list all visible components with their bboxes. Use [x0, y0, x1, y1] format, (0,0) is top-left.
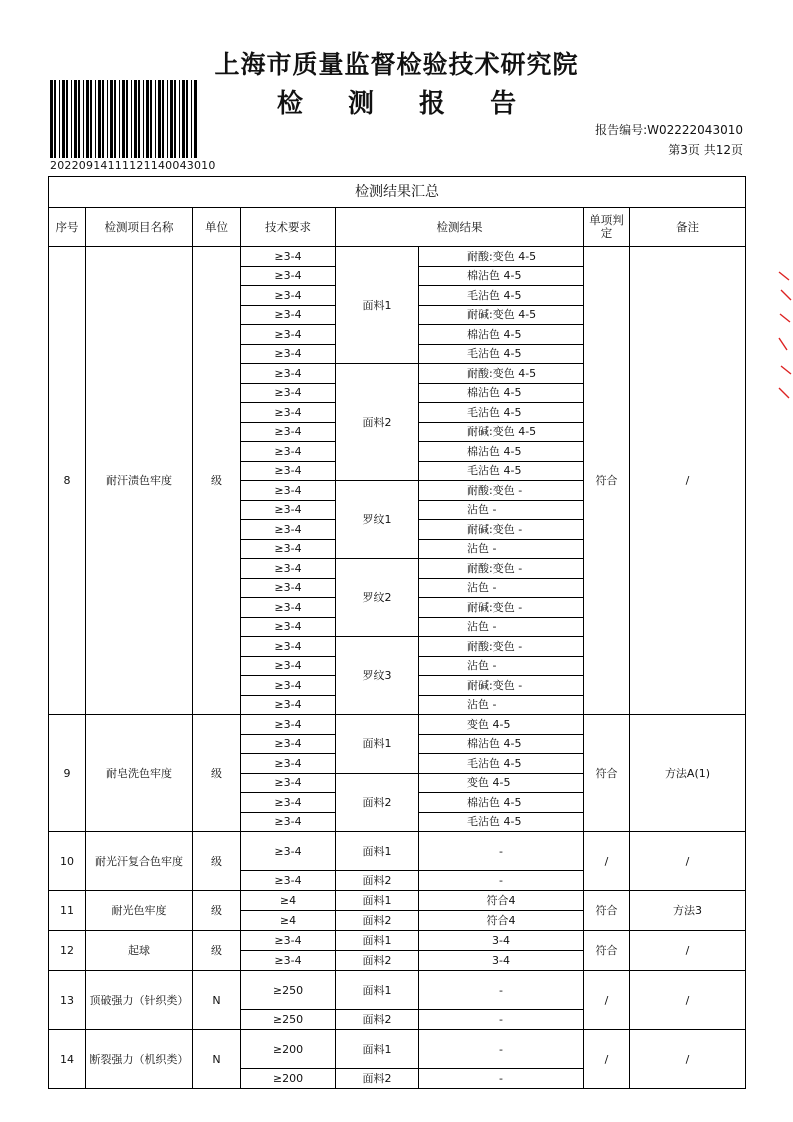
- result-cell: 耐碱:变色 4-5: [419, 305, 584, 325]
- result-cell: -: [419, 832, 584, 871]
- table-row: [49, 832, 746, 871]
- requirement-cell: ≥3-4: [241, 715, 336, 735]
- result-cell: 耐碱:变色 -: [419, 520, 584, 540]
- item-name: 顶破强力（针织类）: [86, 971, 193, 1030]
- result-cell: -: [419, 1010, 584, 1030]
- item-name: 耐皂洗色牢度: [86, 715, 193, 832]
- result-cell: 沾色 -: [419, 500, 584, 520]
- result-cell: 耐酸:变色 -: [419, 481, 584, 501]
- page-number: 第3页 共12页: [668, 143, 743, 157]
- requirement-cell: ≥3-4: [241, 266, 336, 286]
- remark-cell: /: [630, 931, 746, 971]
- item-unit: 级: [193, 891, 241, 931]
- result-cell: 3-4: [419, 931, 584, 951]
- requirement-cell: ≥3-4: [241, 539, 336, 559]
- item-no: 9: [49, 715, 86, 832]
- result-cell: 耐碱:变色 4-5: [419, 422, 584, 442]
- requirement-cell: ≥3-4: [241, 617, 336, 637]
- barcode-number: 20220914111121140043010: [50, 159, 216, 172]
- seal-stamp-edge: [775, 270, 793, 400]
- sample-name: 面料2: [336, 871, 419, 891]
- result-cell: 沾色 -: [419, 539, 584, 559]
- requirement-cell: ≥3-4: [241, 773, 336, 793]
- item-unit: 级: [193, 931, 241, 971]
- item-unit: 级: [193, 832, 241, 891]
- result-cell: 耐酸:变色 -: [419, 559, 584, 579]
- result-cell: -: [419, 971, 584, 1010]
- requirement-cell: ≥3-4: [241, 383, 336, 403]
- col-header-item: 检测项目名称: [86, 208, 193, 247]
- judgement-cell: 符合: [584, 247, 630, 715]
- result-cell: 3-4: [419, 951, 584, 971]
- result-cell: 变色 4-5: [419, 715, 584, 735]
- judgement-cell: /: [584, 971, 630, 1030]
- item-no: 12: [49, 931, 86, 971]
- requirement-cell: ≥3-4: [241, 637, 336, 657]
- sample-name: 面料2: [336, 364, 419, 481]
- remark-cell: /: [630, 247, 746, 715]
- table-row: [49, 715, 746, 735]
- result-cell: -: [419, 1069, 584, 1089]
- requirement-cell: ≥3-4: [241, 442, 336, 462]
- table-caption: 检测结果汇总: [49, 177, 746, 208]
- item-unit: N: [193, 1030, 241, 1089]
- requirement-cell: ≥3-4: [241, 951, 336, 971]
- sample-name: 面料1: [336, 931, 419, 951]
- sample-name: 面料2: [336, 773, 419, 832]
- result-cell: 符合4: [419, 911, 584, 931]
- header-row: [49, 208, 746, 247]
- item-unit: 级: [193, 715, 241, 832]
- requirement-cell: ≥3-4: [241, 286, 336, 306]
- sample-name: 面料2: [336, 951, 419, 971]
- col-header-result: 检测结果: [336, 208, 584, 247]
- sample-name: 面料1: [336, 1030, 419, 1069]
- item-name: 耐汗渍色牢度: [86, 247, 193, 715]
- table-row: [49, 1030, 746, 1069]
- sample-name: 罗纹3: [336, 637, 419, 715]
- requirement-cell: ≥3-4: [241, 325, 336, 345]
- result-cell: 耐碱:变色 -: [419, 598, 584, 618]
- remark-cell: /: [630, 832, 746, 891]
- item-no: 13: [49, 971, 86, 1030]
- requirement-cell: ≥3-4: [241, 793, 336, 813]
- requirement-cell: ≥3-4: [241, 832, 336, 871]
- requirement-cell: ≥3-4: [241, 247, 336, 267]
- judgement-cell: /: [584, 1030, 630, 1089]
- item-no: 11: [49, 891, 86, 931]
- sample-name: 面料1: [336, 715, 419, 774]
- sample-name: 面料1: [336, 971, 419, 1010]
- item-name: 耐光汗复合色牢度: [86, 832, 193, 891]
- requirement-cell: ≥3-4: [241, 578, 336, 598]
- requirement-cell: ≥3-4: [241, 734, 336, 754]
- result-cell: 毛沾色 4-5: [419, 812, 584, 832]
- requirement-cell: ≥3-4: [241, 344, 336, 364]
- requirement-cell: ≥3-4: [241, 520, 336, 540]
- requirement-cell: ≥250: [241, 1010, 336, 1030]
- result-cell: 棉沾色 4-5: [419, 383, 584, 403]
- result-cell: 毛沾色 4-5: [419, 344, 584, 364]
- item-no: 10: [49, 832, 86, 891]
- org-title: 上海市质量监督检验技术研究院: [214, 50, 579, 79]
- remark-cell: /: [630, 971, 746, 1030]
- judgement-cell: 符合: [584, 891, 630, 931]
- sample-name: 面料2: [336, 1069, 419, 1089]
- barcode-image: [50, 80, 200, 158]
- result-cell: 棉沾色 4-5: [419, 442, 584, 462]
- results-table: [48, 176, 746, 1089]
- requirement-cell: ≥250: [241, 971, 336, 1010]
- table-row: [49, 891, 746, 911]
- sample-name: 面料1: [336, 832, 419, 871]
- result-cell: -: [419, 1030, 584, 1069]
- remark-cell: 方法A(1): [630, 715, 746, 832]
- item-unit: N: [193, 971, 241, 1030]
- result-cell: 耐酸:变色 4-5: [419, 364, 584, 384]
- result-cell: 符合4: [419, 891, 584, 911]
- requirement-cell: ≥3-4: [241, 598, 336, 618]
- requirement-cell: ≥3-4: [241, 676, 336, 696]
- requirement-cell: ≥3-4: [241, 481, 336, 501]
- table-row: [49, 971, 746, 1010]
- requirement-cell: ≥3-4: [241, 461, 336, 481]
- requirement-cell: ≥200: [241, 1030, 336, 1069]
- requirement-cell: ≥3-4: [241, 422, 336, 442]
- requirement-cell: ≥3-4: [241, 812, 336, 832]
- table-row: [49, 247, 746, 267]
- col-header-requirement: 技术要求: [241, 208, 336, 247]
- requirement-cell: ≥4: [241, 891, 336, 911]
- item-name: 断裂强力（机织类）: [86, 1030, 193, 1089]
- judgement-cell: 符合: [584, 931, 630, 971]
- requirement-cell: ≥3-4: [241, 305, 336, 325]
- requirement-cell: ≥3-4: [241, 500, 336, 520]
- result-cell: 沾色 -: [419, 695, 584, 715]
- result-cell: 棉沾色 4-5: [419, 734, 584, 754]
- requirement-cell: ≥3-4: [241, 559, 336, 579]
- judgement-cell: 符合: [584, 715, 630, 832]
- item-no: 8: [49, 247, 86, 715]
- result-cell: 棉沾色 4-5: [419, 266, 584, 286]
- result-cell: 沾色 -: [419, 578, 584, 598]
- result-cell: 耐碱:变色 -: [419, 676, 584, 696]
- result-cell: 毛沾色 4-5: [419, 403, 584, 423]
- requirement-cell: ≥3-4: [241, 871, 336, 891]
- requirement-cell: ≥200: [241, 1069, 336, 1089]
- col-header-judgement: 单项判定: [584, 208, 630, 247]
- sample-name: 面料1: [336, 891, 419, 911]
- sample-name: 罗纹2: [336, 559, 419, 637]
- result-cell: 毛沾色 4-5: [419, 754, 584, 774]
- remark-cell: /: [630, 1030, 746, 1089]
- report-number: 报告编号:W02222043010: [595, 123, 743, 137]
- requirement-cell: ≥3-4: [241, 931, 336, 951]
- requirement-cell: ≥4: [241, 911, 336, 931]
- result-cell: 耐酸:变色 -: [419, 637, 584, 657]
- result-cell: -: [419, 871, 584, 891]
- result-cell: 毛沾色 4-5: [419, 461, 584, 481]
- item-no: 14: [49, 1030, 86, 1089]
- requirement-cell: ≥3-4: [241, 754, 336, 774]
- result-cell: 变色 4-5: [419, 773, 584, 793]
- col-header-unit: 单位: [193, 208, 241, 247]
- sample-name: 面料2: [336, 1010, 419, 1030]
- sample-name: 面料2: [336, 911, 419, 931]
- result-cell: 耐酸:变色 4-5: [419, 247, 584, 267]
- result-cell: 棉沾色 4-5: [419, 793, 584, 813]
- item-unit: 级: [193, 247, 241, 715]
- report-title: 检 测 报 告: [276, 89, 535, 119]
- judgement-cell: /: [584, 832, 630, 891]
- remark-cell: 方法3: [630, 891, 746, 931]
- requirement-cell: ≥3-4: [241, 695, 336, 715]
- requirement-cell: ≥3-4: [241, 403, 336, 423]
- requirement-cell: ≥3-4: [241, 364, 336, 384]
- table-row: [49, 931, 746, 951]
- result-cell: 沾色 -: [419, 656, 584, 676]
- item-name: 耐光色牢度: [86, 891, 193, 931]
- col-header-remark: 备注: [630, 208, 746, 247]
- sample-name: 罗纹1: [336, 481, 419, 559]
- requirement-cell: ≥3-4: [241, 656, 336, 676]
- result-cell: 毛沾色 4-5: [419, 286, 584, 306]
- result-cell: 沾色 -: [419, 617, 584, 637]
- result-cell: 棉沾色 4-5: [419, 325, 584, 345]
- col-header-no: 序号: [49, 208, 86, 247]
- item-name: 起球: [86, 931, 193, 971]
- sample-name: 面料1: [336, 247, 419, 364]
